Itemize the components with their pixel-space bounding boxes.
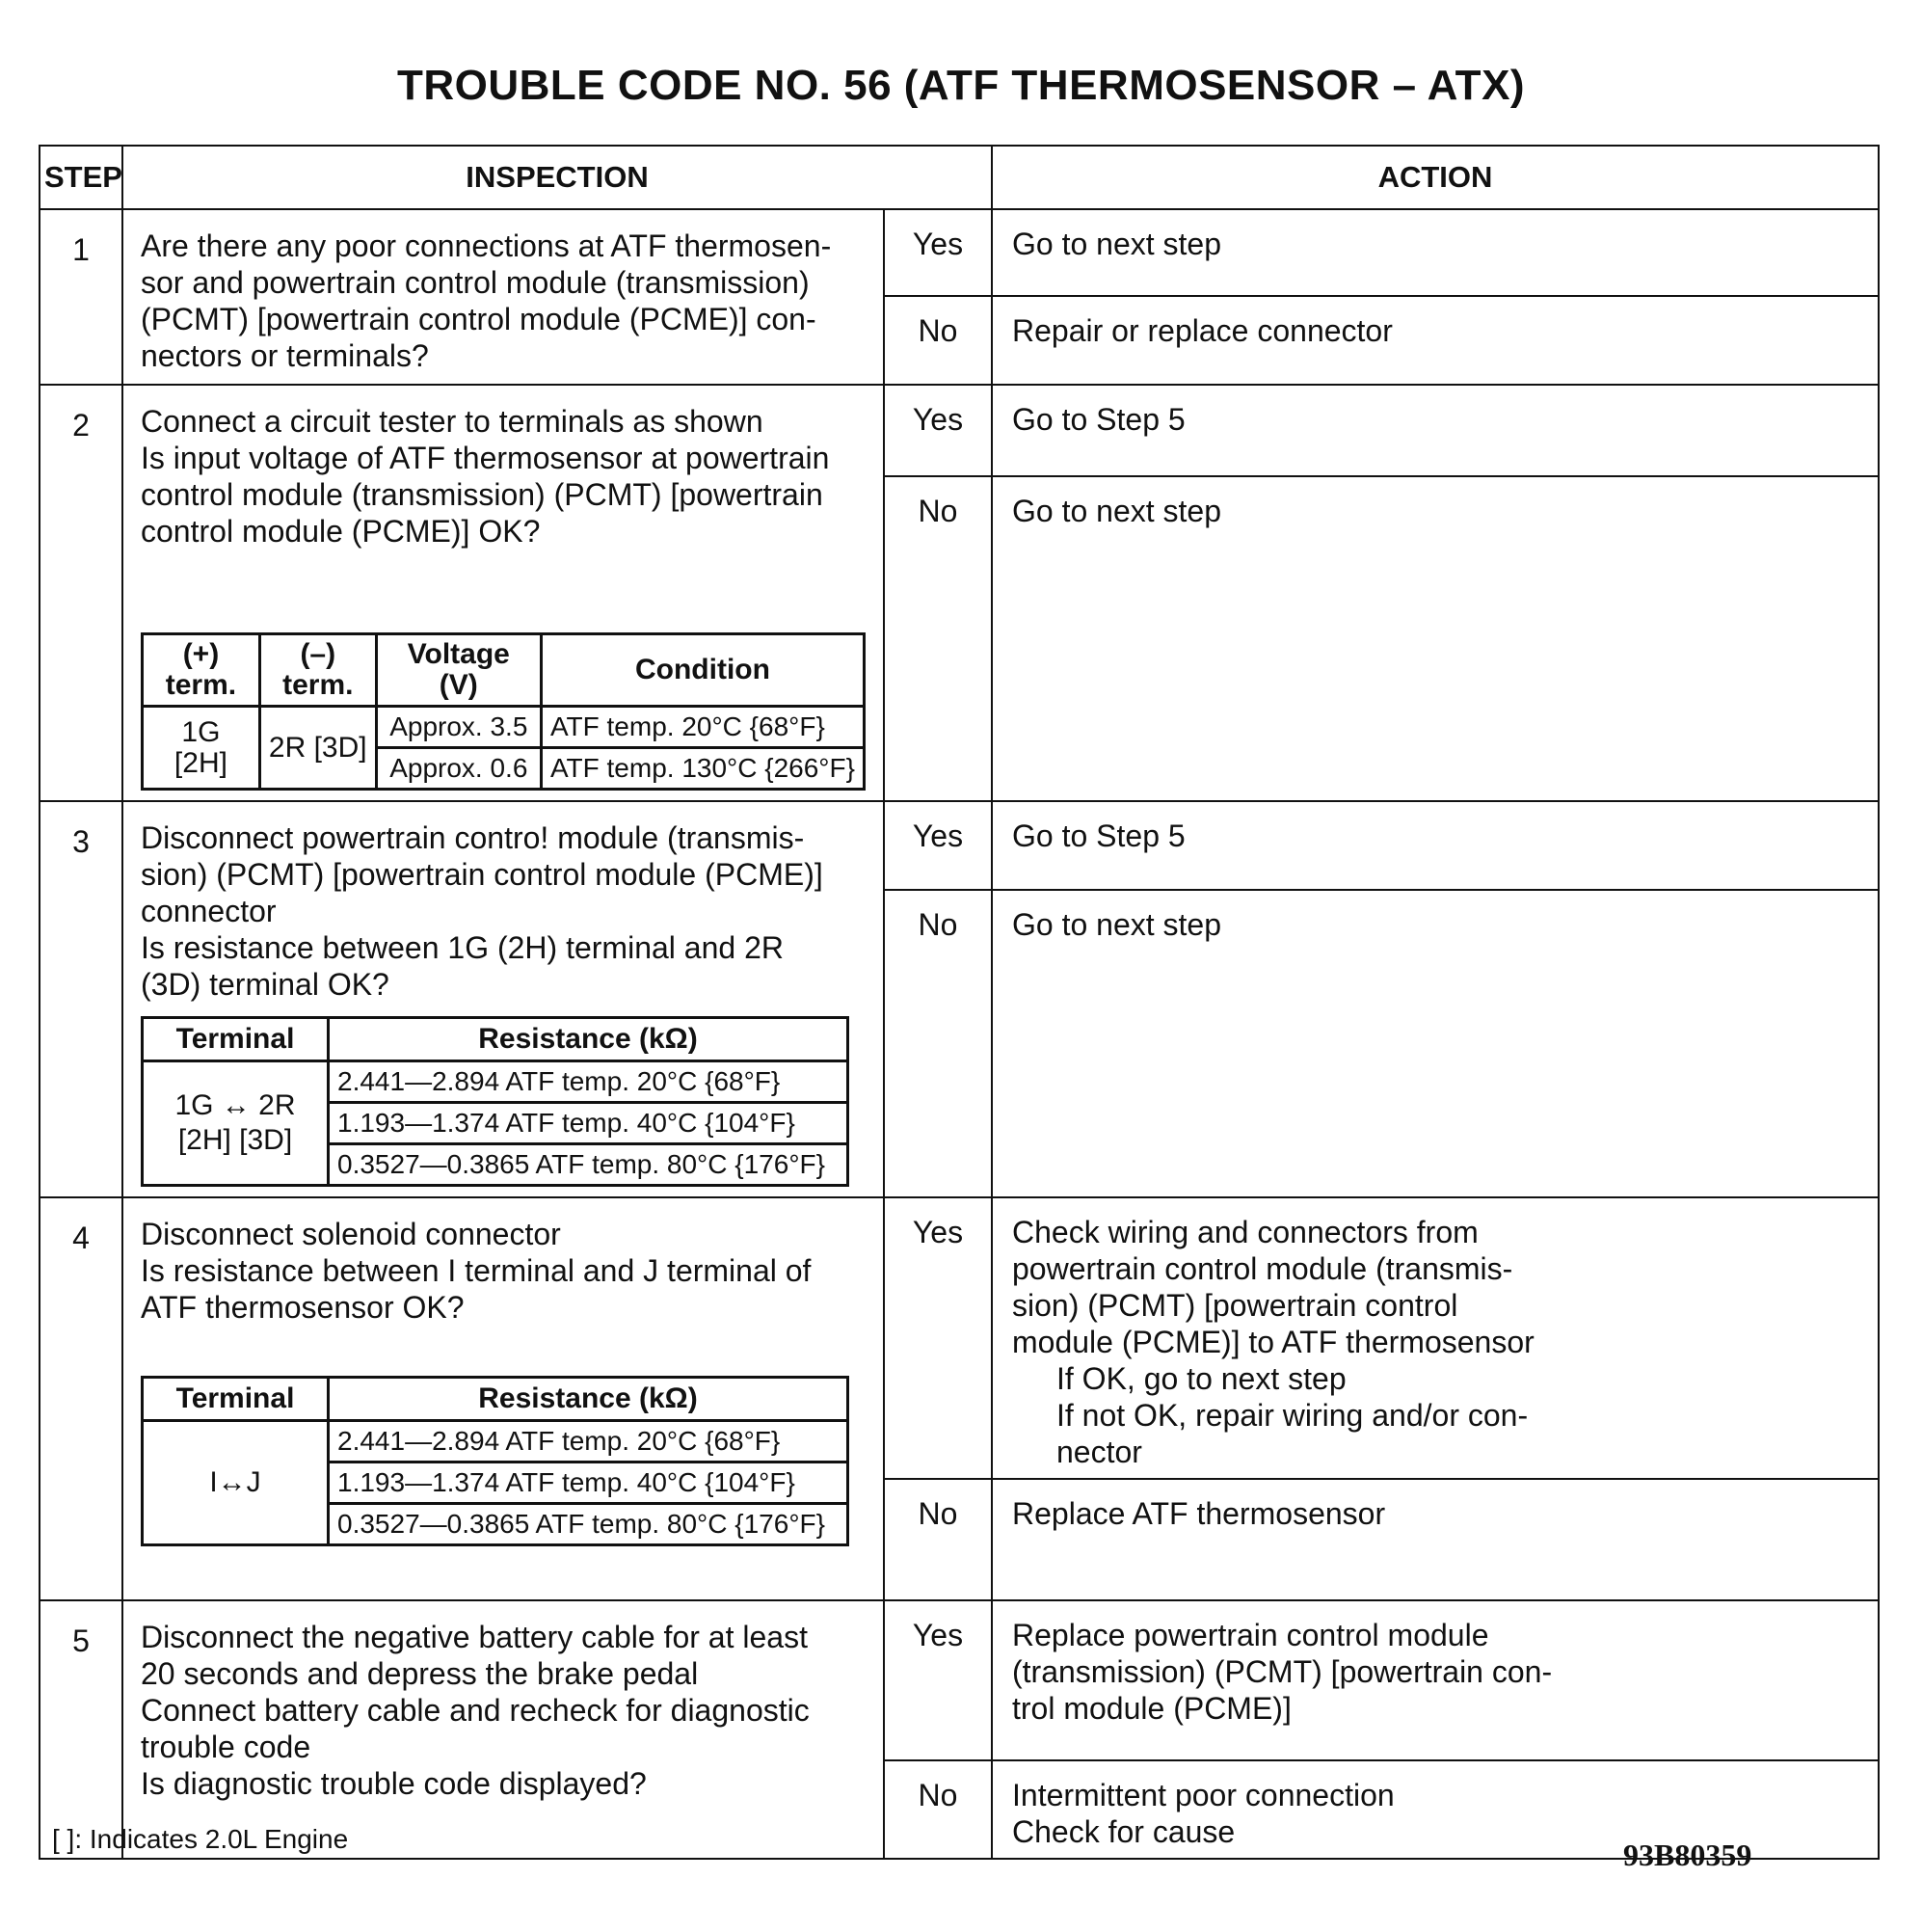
inspection-line: control module (PCME)] OK?: [141, 514, 541, 549]
inspection-line: 20 seconds and depress the brake pedal: [141, 1656, 699, 1691]
action-line: trol module (PCME)]: [1012, 1691, 1292, 1726]
minus-terminal: 2R [3D]: [259, 707, 376, 790]
yes-action: Go to next step: [992, 209, 1879, 296]
no-label: No: [884, 890, 992, 1197]
yes-action: Go to Step 5: [992, 801, 1879, 890]
action-subline: If OK, go to next step: [1056, 1361, 1347, 1396]
yes-label: Yes: [884, 1197, 992, 1479]
step-3-inspection: [122, 801, 884, 1197]
col-header: (–) term.: [259, 634, 376, 707]
inspection-line: Is input voltage of ATF thermosensor at powertrain: [141, 441, 830, 475]
inspection-line: trouble code: [141, 1730, 311, 1764]
inspection-line: (PCMT) [powertrain control module (PCME)] con-: [141, 302, 816, 336]
resistance-table: [141, 1016, 849, 1187]
inspection-line: Is diagnostic trouble code displayed?: [141, 1766, 647, 1801]
step-5-inspection: [122, 1600, 884, 1859]
voltage-value: Approx. 3.5: [376, 707, 541, 748]
condition-value: ATF temp. 20°C {68°F}: [541, 707, 864, 748]
step-1-yes-row: [40, 209, 1879, 296]
step-5-yes-row: [40, 1600, 1879, 1760]
col-header: Voltage (V): [376, 634, 541, 707]
yes-action: [992, 1197, 1879, 1479]
inspection-line: nectors or terminals?: [141, 338, 429, 373]
inspection-line: Disconnect the negative battery cable for at least: [141, 1620, 808, 1654]
col-header: Condition: [541, 634, 864, 707]
footnote: [ ]: Indicates 2.0L Engine: [52, 1824, 349, 1854]
plus-terminal: 1G [2H]: [143, 707, 260, 790]
reference-code: 93B80359: [1623, 1838, 1752, 1872]
resistance-value: 0.3527—0.3865 ATF temp. 80°C {176°F}: [329, 1504, 848, 1545]
inspection-line: ATF thermosensor OK?: [141, 1290, 465, 1325]
no-action: Go to next step: [992, 476, 1879, 801]
inspection-line: Is resistance between 1G (2H) terminal and 2R: [141, 930, 784, 965]
resistance-value: 1.193—1.374 ATF temp. 40°C {104°F}: [329, 1103, 848, 1144]
inspection-header: INSPECTION: [122, 146, 992, 209]
condition-value: ATF temp. 130°C {266°F}: [541, 748, 864, 790]
step-3-yes-row: [40, 801, 1879, 890]
step-number: 5: [40, 1600, 122, 1859]
step-2-yes-row: [40, 385, 1879, 476]
action-line: module (PCME)] to ATF thermosensor: [1012, 1325, 1535, 1359]
step-2-inspection: [122, 385, 884, 801]
col-header: Resistance (kΩ): [329, 1018, 848, 1061]
inspection-line: sor and powertrain control module (transmission): [141, 265, 810, 300]
step-1-inspection: [122, 209, 884, 385]
action-line: Check wiring and connectors from: [1012, 1215, 1479, 1249]
resistance-value: 1.193—1.374 ATF temp. 40°C {104°F}: [329, 1462, 848, 1504]
action-line: (transmission) (PCMT) [powertrain con-: [1012, 1654, 1553, 1689]
action-line: powertrain control module (transmis-: [1012, 1251, 1513, 1286]
col-header: Terminal: [143, 1378, 329, 1421]
resistance-value: 2.441—2.894 ATF temp. 20°C {68°F}: [329, 1421, 848, 1462]
no-action: Replace ATF thermosensor: [992, 1479, 1879, 1600]
resistance-value: 0.3527—0.3865 ATF temp. 80°C {176°F}: [329, 1144, 848, 1186]
action-header: ACTION: [992, 146, 1879, 209]
action-subline: If not OK, repair wiring and/or con-: [1056, 1398, 1529, 1433]
no-label: No: [884, 296, 992, 385]
inspection-line: connector: [141, 894, 277, 928]
step-4-inspection: [122, 1197, 884, 1600]
step-number: 1: [40, 209, 122, 385]
yes-label: Yes: [884, 209, 992, 296]
action-line: Check for cause: [1012, 1814, 1236, 1849]
page-title: TROUBLE CODE NO. 56 (ATF THERMOSENSOR – ATX): [396, 62, 1526, 109]
action-line: Replace powertrain control module: [1012, 1618, 1489, 1652]
yes-action: [992, 1600, 1879, 1760]
yes-label: Yes: [884, 801, 992, 890]
inspection-line: (3D) terminal OK?: [141, 967, 389, 1002]
no-label: No: [884, 476, 992, 801]
inspection-line: sion) (PCMT) [powertrain control module (PCME)]: [141, 857, 823, 892]
inspection-line: Connect a circuit tester to terminals as shown: [141, 404, 763, 439]
step-number: 3: [40, 801, 122, 1197]
resistance-table: [141, 1376, 849, 1546]
inspection-line: Is resistance between I terminal and J terminal of: [141, 1253, 812, 1288]
trouble-code-table: [39, 145, 1880, 1860]
voltage-table: [141, 632, 866, 791]
action-line: sion) (PCMT) [powertrain control: [1012, 1288, 1458, 1323]
inspection-line: Disconnect solenoid connector: [141, 1217, 561, 1251]
inspection-line: Disconnect powertrain contro! module (transmis-: [141, 820, 805, 855]
action-line: Intermittent poor connection: [1012, 1778, 1395, 1812]
yes-action: Go to Step 5: [992, 385, 1879, 476]
step-header: STEP: [40, 146, 122, 209]
inspection-line: control module (transmission) (PCMT) [powertrain: [141, 477, 823, 512]
no-action: Go to next step: [992, 890, 1879, 1197]
inspection-line: Are there any poor connections at ATF thermosen-: [141, 228, 832, 263]
step-4-yes-row: [40, 1197, 1879, 1479]
header-row: [40, 146, 1879, 209]
yes-label: Yes: [884, 1600, 992, 1760]
terminal-pair: 1G ↔ 2R [2H] [3D]: [143, 1061, 329, 1186]
col-header: Terminal: [143, 1018, 329, 1061]
terminal-pair: I↔J: [143, 1421, 329, 1545]
action-subline: nector: [1056, 1435, 1142, 1469]
yes-label: Yes: [884, 385, 992, 476]
voltage-value: Approx. 0.6: [376, 748, 541, 790]
col-header: Resistance (kΩ): [329, 1378, 848, 1421]
inspection-line: Connect battery cable and recheck for diagnostic: [141, 1693, 810, 1728]
no-label: No: [884, 1479, 992, 1600]
step-number: 2: [40, 385, 122, 801]
no-action: Repair or replace connector: [992, 296, 1879, 385]
step-number: 4: [40, 1197, 122, 1600]
no-label: No: [884, 1760, 992, 1859]
col-header: (+) term.: [143, 634, 260, 707]
resistance-value: 2.441—2.894 ATF temp. 20°C {68°F}: [329, 1061, 848, 1103]
